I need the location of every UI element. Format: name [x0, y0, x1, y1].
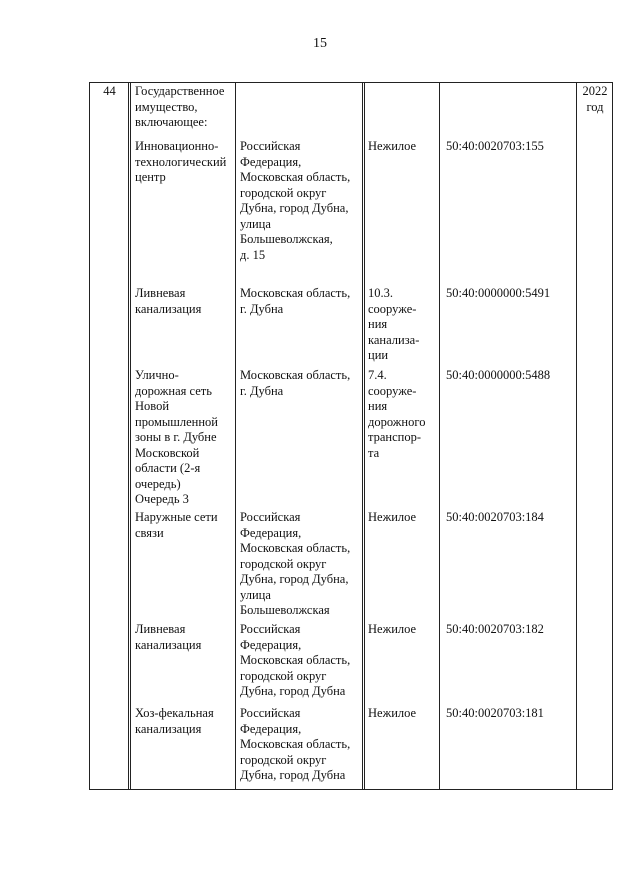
column-border [235, 82, 236, 790]
item-address: Российская Федерация, Московская область, городской округ Дубна, город Дубна [240, 706, 351, 782]
item-name: Наружные сети связи [135, 510, 218, 540]
item-name: Ливневая канализация [135, 286, 202, 316]
column-border [439, 82, 440, 790]
item-name: Инновационно- технологический центр [135, 139, 227, 184]
column-border [362, 82, 365, 790]
item-cadastral-number: 50:40:0020703:155 [446, 139, 544, 153]
item-address: Российская Федерация, Московская область, городской округ Дубна, город Дубна, улица Большеволжская, д. 15 [240, 139, 351, 262]
item-cadastral-number: 50:40:0020703:182 [446, 622, 544, 636]
item-address: Московская область, г. Дубна [240, 286, 351, 316]
column-border [89, 82, 90, 790]
item-cadastral-number: 50:40:0000000:5491 [446, 286, 551, 300]
column-border [128, 82, 131, 790]
page-number: 15 [313, 36, 327, 51]
item-cadastral-number: 50:40:0000000:5488 [446, 368, 551, 382]
item-type: Нежилое [368, 622, 417, 636]
item-cadastral-number: 50:40:0020703:181 [446, 706, 544, 720]
item-type: Нежилое [368, 510, 417, 524]
item-cadastral-number: 50:40:0020703:184 [446, 510, 544, 524]
table-bottom-border [89, 789, 612, 790]
row-number: 44 [103, 84, 116, 98]
item-address: Московская область, г. Дубна [240, 368, 351, 398]
item-type: 10.3. сооруже- ния канализа- ции [368, 286, 420, 362]
item-type: Нежилое [368, 139, 417, 153]
item-address: Российская Федерация, Московская область, городской округ Дубна, город Дубна, улица Большеволжская [240, 510, 351, 617]
item-address: Российская Федерация, Московская область, городской округ Дубна, город Дубна [240, 622, 351, 698]
item-name: Ливневая канализация [135, 622, 202, 652]
column-border [612, 82, 613, 790]
table-top-border [89, 82, 612, 83]
item-type: Нежилое [368, 706, 417, 720]
row-year: 2022 год [582, 84, 608, 114]
item-name: Хоз-фекальная канализация [135, 706, 214, 736]
column-border [576, 82, 577, 790]
item-name: Улично- дорожная сеть Новой промышленной зоны в г. Дубне Московской области (2-я очередь) Очередь 3 [135, 368, 218, 506]
row-title: Государственное имущество, включающее: [135, 84, 225, 129]
item-type: 7.4. сооруже- ния дорожного транспор- та [368, 368, 426, 460]
